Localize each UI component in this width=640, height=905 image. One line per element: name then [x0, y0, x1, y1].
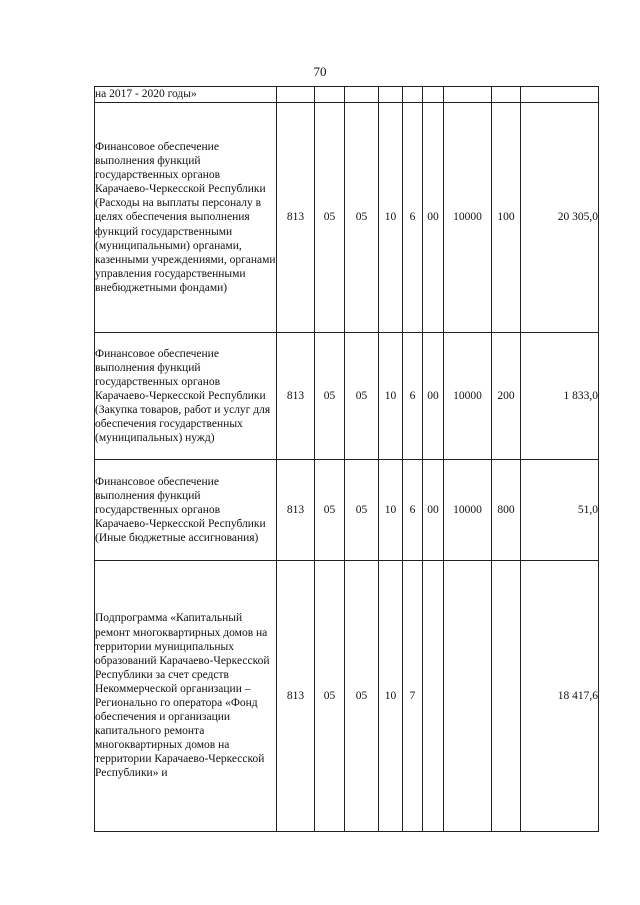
cell-ministry: 813	[277, 103, 315, 333]
cell-program: 10	[379, 333, 403, 460]
cell-direction: 10000	[444, 333, 492, 460]
cell-section: 05	[315, 333, 345, 460]
cell-section: 05	[315, 460, 345, 561]
cell-amount: 1 833,0	[521, 333, 599, 460]
cell-direction	[444, 561, 492, 832]
cell-program: 10	[379, 561, 403, 832]
cell-subsection: 05	[345, 333, 379, 460]
table-row	[95, 103, 599, 333]
cell-expense-type: 200	[492, 333, 521, 460]
cell-description: на 2017 - 2020 годы»	[95, 87, 277, 103]
cell-subprogram: 6	[403, 460, 423, 561]
cell-description: Финансовое обеспечение выполнения функций государственных органов Карачаево-Черкесской Республики (Расходы на выплаты персоналу в целях обеспечения выполнения функций государственными (муниципальными) органами, казенными учреждениями, органами управления государственными внебюджетными фондами)	[95, 103, 277, 333]
cell-program: 10	[379, 103, 403, 333]
cell-subsection: 05	[345, 561, 379, 832]
cell-ministry: 813	[277, 333, 315, 460]
budget-table	[94, 86, 599, 832]
cell-description: Подпрограмма «Капитальный ремонт многоквартирных домов на территории муниципальных образований Карачаево-Черкесской Республики за счет средств Некоммерческой организации – Регионально го оператора «Фонд обеспечения и организации капитального ремонта многоквартирных домов на территории Карачаево-Черкесской Республики» и	[95, 561, 277, 832]
cell-amount: 18 417,6	[521, 561, 599, 832]
cell-ministry: 813	[277, 561, 315, 832]
cell-subprogram: 6	[403, 103, 423, 333]
table-row	[95, 333, 599, 460]
cell-subprogram: 7	[403, 561, 423, 832]
cell-expense-type: 100	[492, 103, 521, 333]
cell-main-event: 00	[423, 460, 444, 561]
cell-ministry: 813	[277, 460, 315, 561]
cell-direction: 10000	[444, 460, 492, 561]
cell-main-event	[423, 561, 444, 832]
table-row-header-fragment	[95, 87, 599, 103]
cell-description: Финансовое обеспечение выполнения функций государственных органов Карачаево-Черкесской Республики (Закупка товаров, работ и услуг для обеспечения государственных (муниципальных) нужд)	[95, 333, 277, 460]
page-number: 70	[313, 64, 327, 79]
table-row	[95, 561, 599, 832]
cell-main-event: 00	[423, 103, 444, 333]
cell-expense-type: 800	[492, 460, 521, 561]
cell-section: 05	[315, 561, 345, 832]
cell-program: 10	[379, 460, 403, 561]
cell-subsection: 05	[345, 460, 379, 561]
cell-amount: 20 305,0	[521, 103, 599, 333]
cell-subsection: 05	[345, 103, 379, 333]
table-row	[95, 460, 599, 561]
cell-description: Финансовое обеспечение выполнения функций государственных органов Карачаево-Черкесской Республики (Иные бюджетные ассигнования)	[95, 460, 277, 561]
cell-main-event: 00	[423, 333, 444, 460]
cell-direction: 10000	[444, 103, 492, 333]
cell-subprogram: 6	[403, 333, 423, 460]
cell-amount: 51,0	[521, 460, 599, 561]
cell-section: 05	[315, 103, 345, 333]
cell-expense-type	[492, 561, 521, 832]
